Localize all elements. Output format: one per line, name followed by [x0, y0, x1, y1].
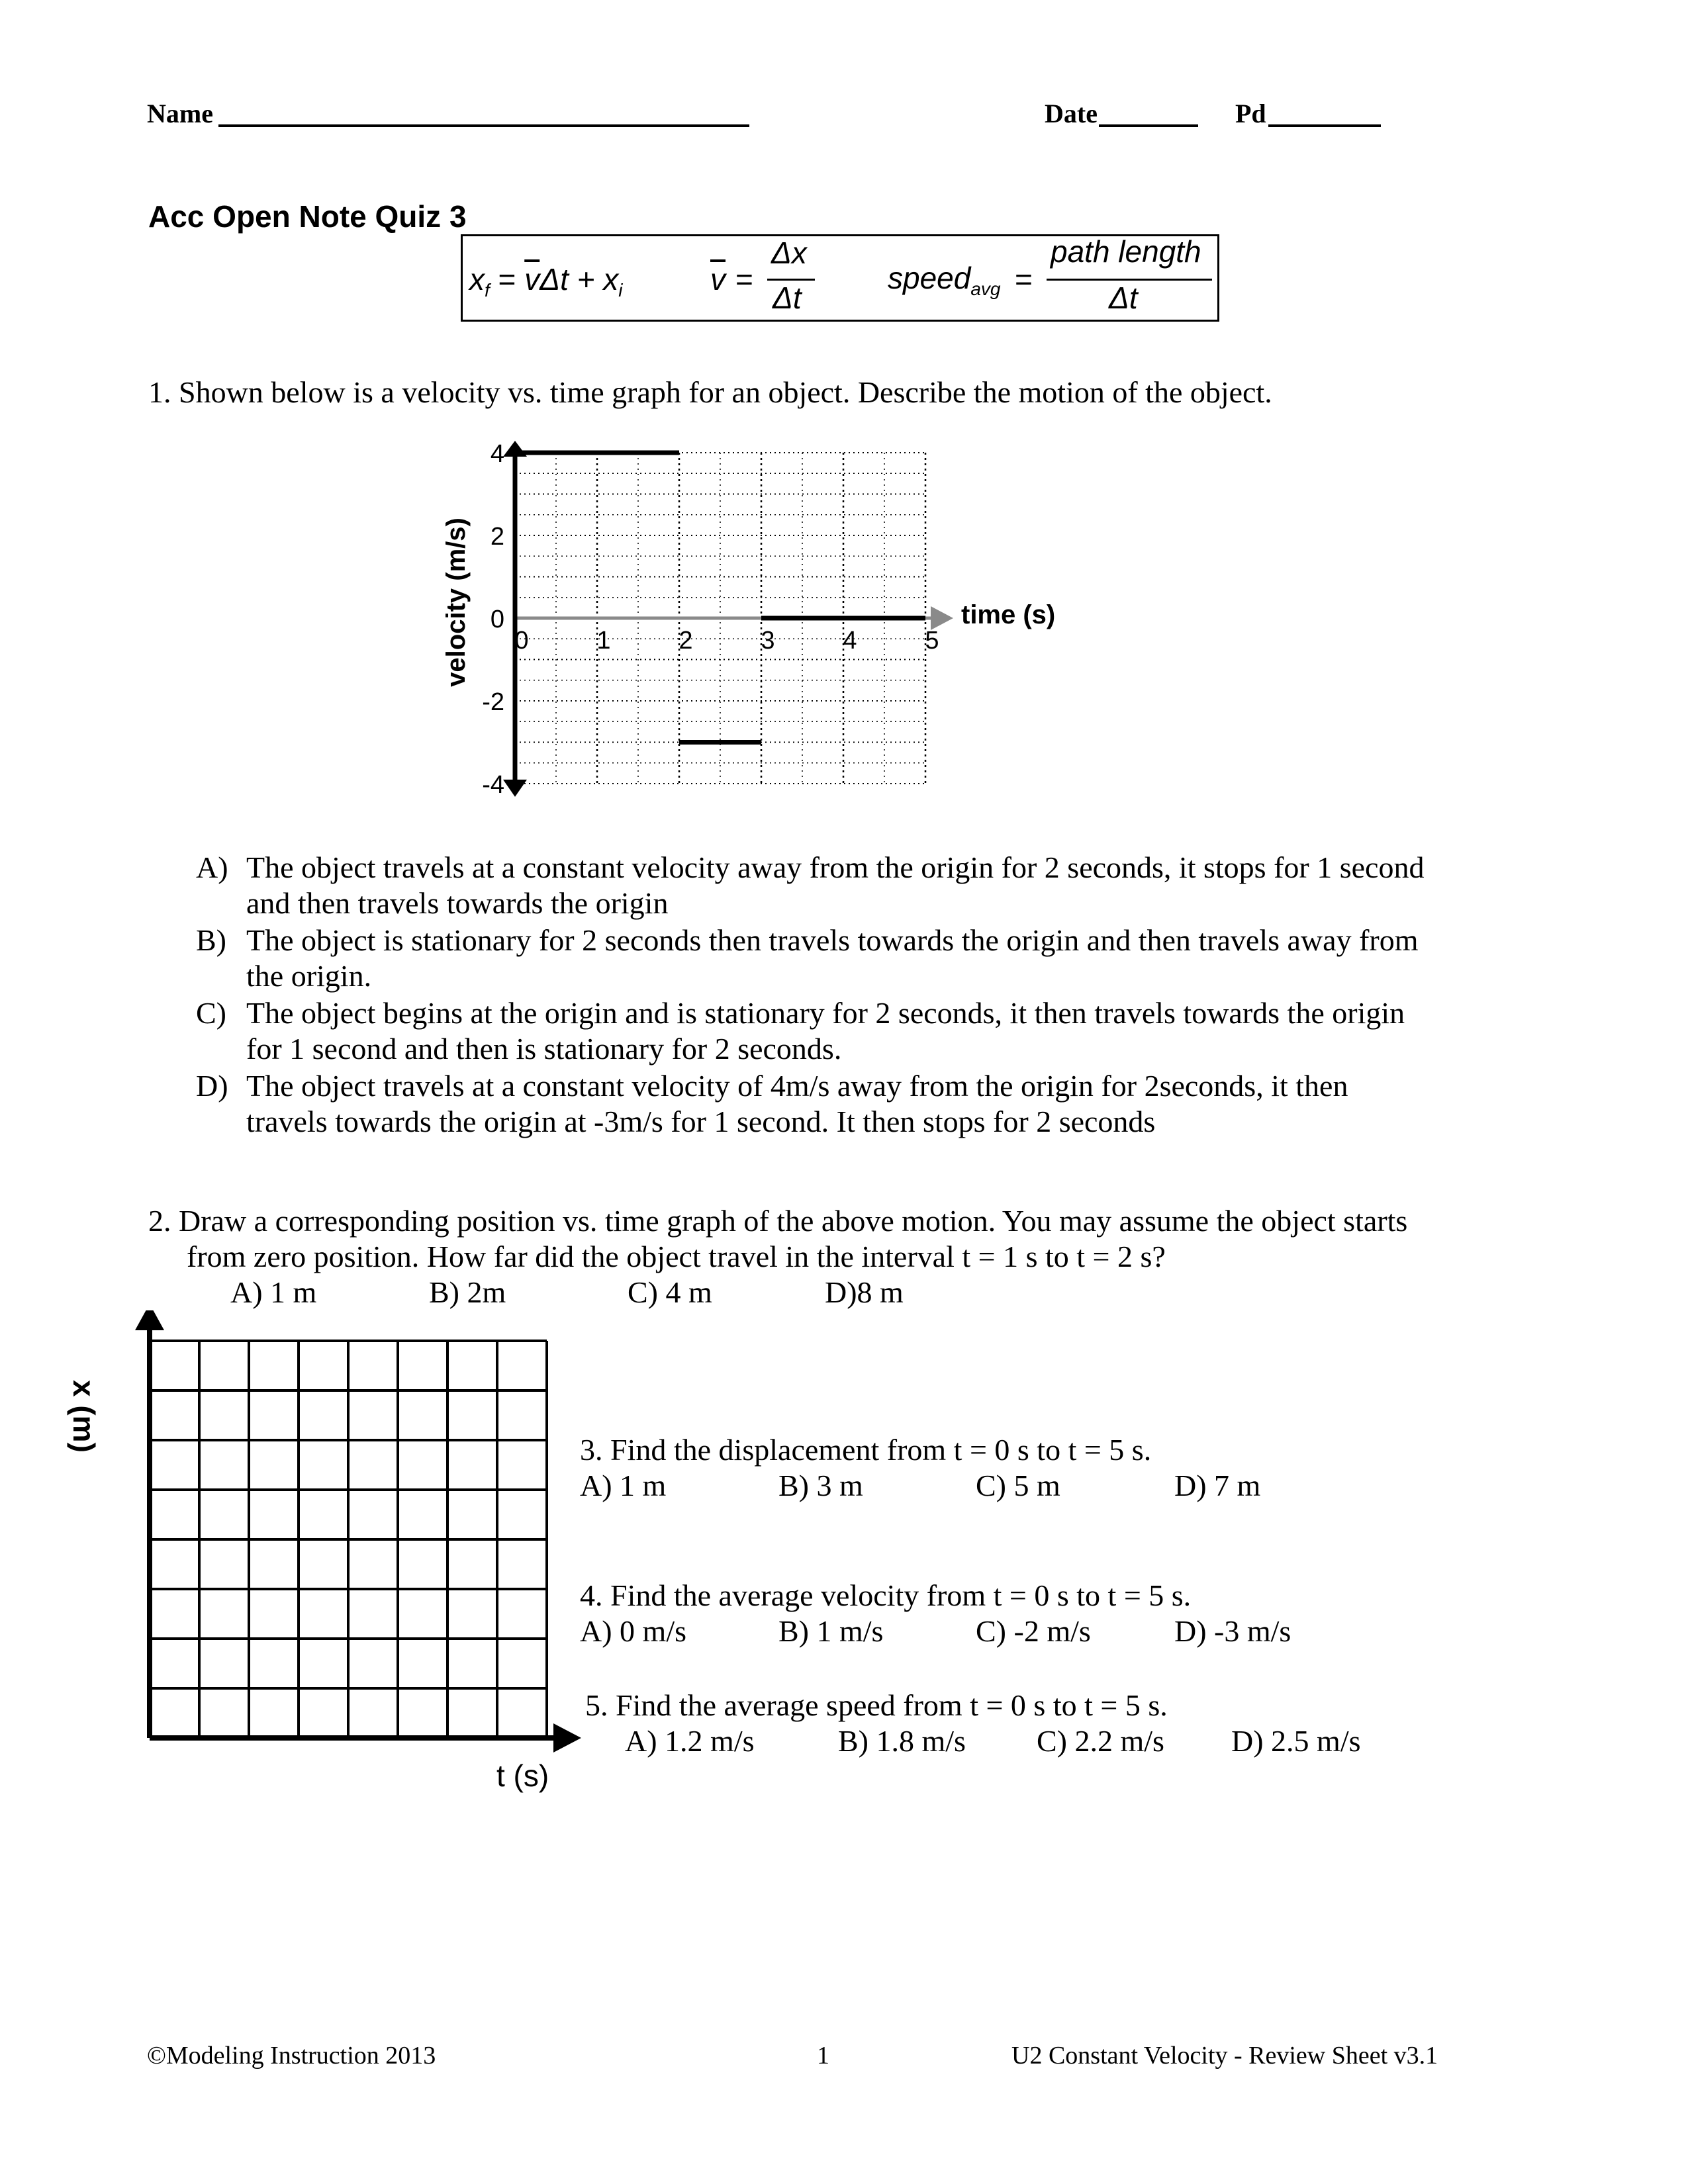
option-text[interactable]: The object travels at a constant velocity away from the origin for 2 seconds, it stops for 1 second	[246, 850, 1425, 884]
formula-avg-velocity-num: Δx	[771, 236, 807, 270]
option-text[interactable]: travels towards the origin at -3m/s for 1 second. It then stops for 2 seconds	[246, 1105, 1156, 1138]
formula-avg-speed-num: path length	[1051, 234, 1201, 269]
option-letter[interactable]: D)	[196, 1069, 228, 1103]
footer-page-number: 1	[817, 2042, 829, 2070]
footer-sheet-title: U2 Constant Velocity - Review Sheet v3.1	[1011, 2042, 1438, 2070]
option-text[interactable]: for 1 second and then is stationary for 2 seconds.	[246, 1032, 842, 1066]
answer-option[interactable]: B) 3 m	[778, 1469, 863, 1502]
formula-avg-velocity-lhs: $\overline{v}$	[710, 262, 726, 296]
answer-option[interactable]: A) 1 m	[230, 1275, 317, 1309]
formula-box	[461, 234, 1219, 322]
question-5-text: 5. Find the average speed from t = 0 s to t = 5 s.	[585, 1688, 1168, 1722]
x-axis-title: time (s)	[961, 600, 1056, 629]
option-text[interactable]: and then travels towards the origin	[246, 886, 669, 920]
y-tick-label: -2	[482, 688, 504, 716]
date-label: Date	[1045, 99, 1098, 128]
name-blank[interactable]	[218, 124, 749, 127]
answer-option[interactable]: B) 1.8 m/s	[838, 1724, 966, 1758]
y-tick-label: 0	[490, 606, 504, 633]
x-tick-label: 3	[761, 627, 775, 655]
date-blank[interactable]	[1099, 124, 1198, 127]
formula-avg-speed-den: Δt	[1109, 281, 1138, 315]
formula-avg-velocity-den: Δt	[773, 281, 802, 315]
velocity-time-chart	[424, 424, 1072, 821]
option-text[interactable]: The object travels at a constant velocity of 4m/s away from the origin for 2seconds, it then	[246, 1069, 1348, 1103]
drawing-grid-x-label: t (s)	[496, 1758, 549, 1793]
pd-blank[interactable]	[1268, 124, 1381, 127]
answer-option[interactable]: D) 7 m	[1174, 1469, 1261, 1502]
answer-option[interactable]: D) -3 m/s	[1174, 1614, 1291, 1648]
question-2-line-2: from zero position. How far did the object travel in the interval t = 1 s to t = 2 s?	[187, 1240, 1166, 1273]
answer-option[interactable]: C) 5 m	[976, 1469, 1060, 1502]
position-time-drawing-grid[interactable]	[93, 1310, 583, 1813]
answer-option[interactable]: D) 2.5 m/s	[1231, 1724, 1361, 1758]
question-1-text: 1. Shown below is a velocity vs. time graph for an object. Describe the motion of the object.	[148, 375, 1272, 409]
question-4-text: 4. Find the average velocity from t = 0 s to t = 5 s.	[580, 1578, 1192, 1612]
page-title: Acc Open Note Quiz 3	[148, 199, 467, 234]
y-tick-label: 4	[490, 440, 504, 468]
drawing-grid-y-arrow	[135, 1310, 164, 1330]
answer-option[interactable]: C) 4 m	[628, 1275, 712, 1309]
x-tick-label: 5	[925, 627, 939, 655]
drawing-grid-cells	[150, 1341, 547, 1738]
answer-option[interactable]: A) 1.2 m/s	[625, 1724, 755, 1758]
option-letter[interactable]: C)	[196, 996, 226, 1030]
drawing-grid-x-arrow	[553, 1723, 581, 1752]
option-text[interactable]: The object begins at the origin and is stationary for 2 seconds, it then travels towards the origin	[246, 996, 1405, 1030]
question-2-line-1: 2. Draw a corresponding position vs. time graph of the above motion. You may assume the object starts	[148, 1204, 1408, 1238]
formula-avg-speed-eq: =	[1015, 262, 1033, 296]
x-tick-label: 0	[514, 627, 529, 655]
y-axis-arrow-down	[503, 780, 527, 797]
y-axis-title: velocity (m/s)	[442, 518, 471, 687]
x-tick-label: 1	[596, 627, 611, 655]
answer-option[interactable]: C) 2.2 m/s	[1037, 1724, 1164, 1758]
option-letter[interactable]: B)	[196, 923, 226, 957]
formula-avg-speed-lhs: speed$_{avg}$	[888, 261, 1001, 300]
y-tick-label: 2	[490, 523, 504, 551]
formula-position: $x_f = \overline{v}\Delta t + x_i$	[469, 262, 623, 301]
formula-avg-velocity-eq: =	[735, 262, 753, 296]
option-letter[interactable]: A)	[196, 850, 228, 884]
answer-option[interactable]: C) -2 m/s	[976, 1614, 1091, 1648]
x-tick-label: 2	[679, 627, 693, 655]
answer-option[interactable]: B) 2m	[429, 1275, 506, 1309]
pd-label: Pd	[1235, 99, 1266, 128]
answer-option[interactable]: A) 0 m/s	[580, 1614, 686, 1648]
option-text[interactable]: the origin.	[246, 959, 372, 993]
answer-option[interactable]: D)8 m	[825, 1275, 904, 1309]
name-label: Name	[147, 99, 213, 128]
x-tick-label: 4	[843, 627, 857, 655]
question-3-text: 3. Find the displacement from t = 0 s to t = 5 s.	[580, 1433, 1152, 1467]
drawing-grid-y-label: x (m)	[67, 1380, 101, 1453]
drawing-grid-axes	[135, 1310, 581, 1752]
footer-copyright: ©Modeling Instruction 2013	[147, 2042, 436, 2070]
y-tick-label: -4	[482, 771, 504, 799]
answer-option[interactable]: A) 1 m	[580, 1469, 667, 1502]
option-text[interactable]: The object is stationary for 2 seconds then travels towards the origin and then travels away from	[246, 923, 1419, 957]
answer-option[interactable]: B) 1 m/s	[778, 1614, 884, 1648]
